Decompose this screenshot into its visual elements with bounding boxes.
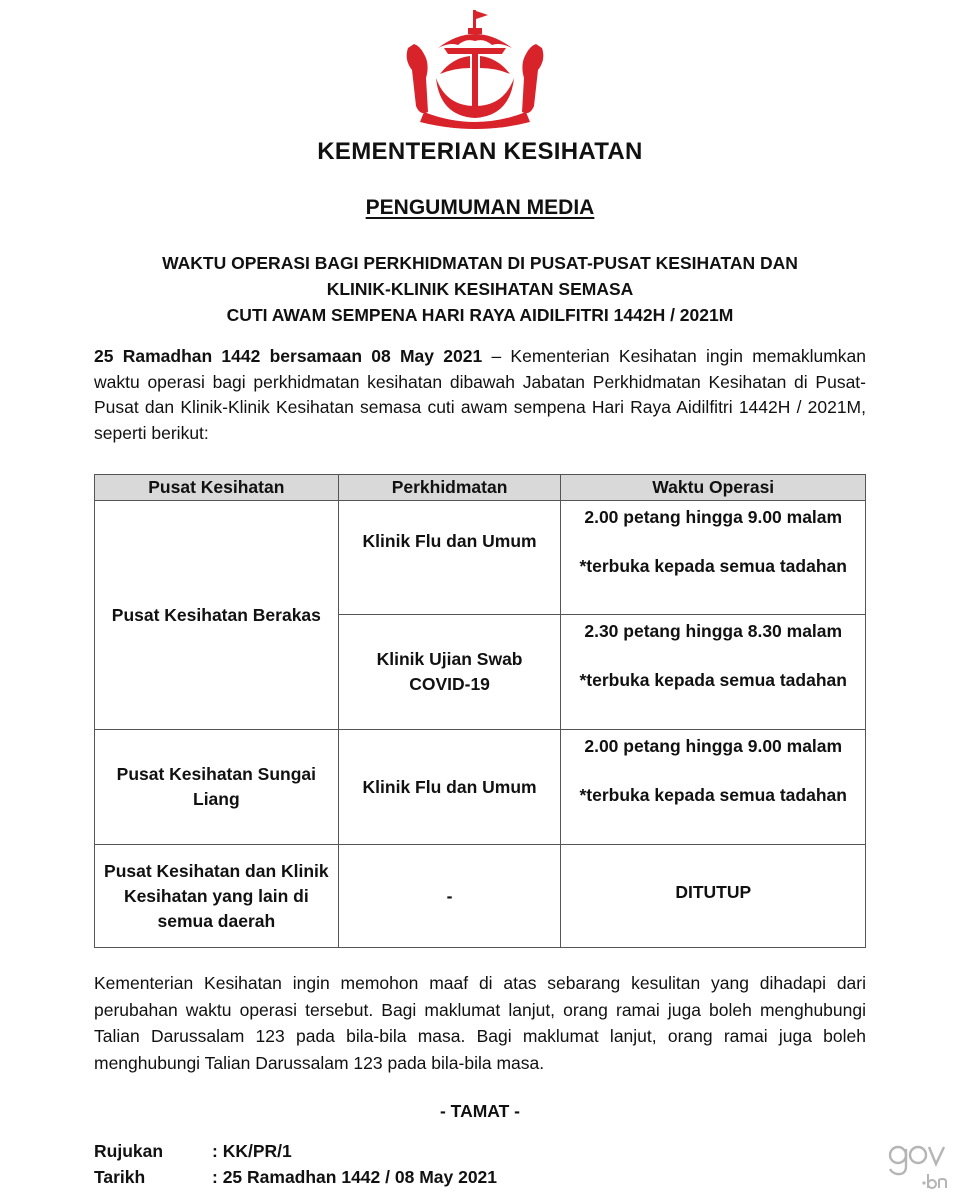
closing-paragraph: Kementerian Kesihatan ingin memohon maaf di atas sebarang kesulitan yang dihadapi dari perubahan waktu operasi tersebut. Bagi maklumat lanjut, orang ramai juga boleh menghubungi Talian Darussalam 123 pada bila-bila masa. Bagi maklumat lanjut, orang ramai juga boleh menghubungi Talian Darussalam 123 pada bila-bila masa. — [94, 973, 866, 1073]
centre-cell: Pusat Kesihatan dan Klinik Kesihatan yang lain di semua daerah — [95, 845, 339, 948]
column-header-hours: Waktu Operasi — [561, 475, 866, 501]
ministry-title: KEMENTERIAN KESIHATAN — [317, 138, 643, 165]
service-cell: Klinik Ujian Swab COVID-19 — [338, 615, 561, 730]
hours-cell — [561, 615, 866, 730]
announcement-type — [0, 196, 960, 220]
table-header-row — [95, 475, 866, 501]
column-header-centre: Pusat Kesihatan — [95, 475, 339, 501]
hours-cell: DITUTUP — [561, 845, 866, 948]
date-line — [94, 1167, 497, 1188]
announcement-subject — [60, 250, 900, 328]
centre-cell: Pusat Kesihatan Sungai Liang — [95, 730, 339, 845]
service-cell: - — [338, 845, 561, 948]
centre-cell: Pusat Kesihatan Berakas — [95, 501, 339, 730]
table-row — [95, 730, 866, 845]
service-cell: Klinik Flu dan Umum — [338, 501, 561, 615]
hours-cell — [561, 730, 866, 845]
subject-line: WAKTU OPERASI BAGI PERKHIDMATAN DI PUSAT-PUSAT KESIHATAN DAN — [162, 253, 798, 273]
date-label: Tarikh — [94, 1167, 146, 1187]
date-value: : 25 Ramadhan 1442 / 08 May 2021 — [212, 1167, 498, 1187]
hours-note: *terbuka kepada semua tadahan — [579, 556, 847, 576]
brunei-crest-logo — [400, 8, 550, 130]
gov-bn-logo-icon — [886, 1138, 948, 1192]
hours-note: *terbuka kepada semua tadahan — [579, 785, 847, 805]
hours-cell — [561, 501, 866, 615]
table-row — [95, 845, 866, 948]
intro-date: 25 Ramadhan 1442 bersamaan 08 May 2021 — [94, 346, 483, 366]
hours-text: 2.00 petang hingga 9.00 malam — [584, 736, 843, 756]
end-marker: - TAMAT - — [439, 1101, 520, 1121]
subject-line: CUTI AWAM SEMPENA HARI RAYA AIDILFITRI 1442H / 2021M — [226, 305, 734, 325]
reference-line — [94, 1141, 292, 1162]
hours-text: 2.00 petang hingga 9.00 malam — [584, 507, 843, 527]
table-row — [95, 501, 866, 615]
announcement-type-text: PENGUMUMAN MEDIA — [365, 196, 595, 219]
reference-label: Rujukan — [94, 1141, 164, 1161]
hours-note: *terbuka kepada semua tadahan — [579, 670, 847, 690]
column-header-service: Perkhidmatan — [338, 475, 561, 501]
hours-text: 2.30 petang hingga 8.30 malam — [584, 621, 843, 641]
intro-paragraph — [94, 344, 866, 446]
intro-text: – Kementerian Kesihatan ingin memaklumkan waktu operasi bagi perkhidmatan kesihatan dibawah Jabatan Perkhidmatan Kesihatan di Pusat-Pusat dan Klinik-Klinik Kesihatan semasa cuti awam sempena Hari Raya Aidilfitri 1442H / 2021M, seperti berikut: — [94, 346, 866, 443]
service-cell: Klinik Flu dan Umum — [338, 730, 561, 845]
reference-value: : KK/PR/1 — [212, 1141, 292, 1161]
subject-line: KLINIK-KLINIK KESIHATAN SEMASA — [326, 279, 634, 299]
operating-hours-table — [94, 474, 866, 948]
